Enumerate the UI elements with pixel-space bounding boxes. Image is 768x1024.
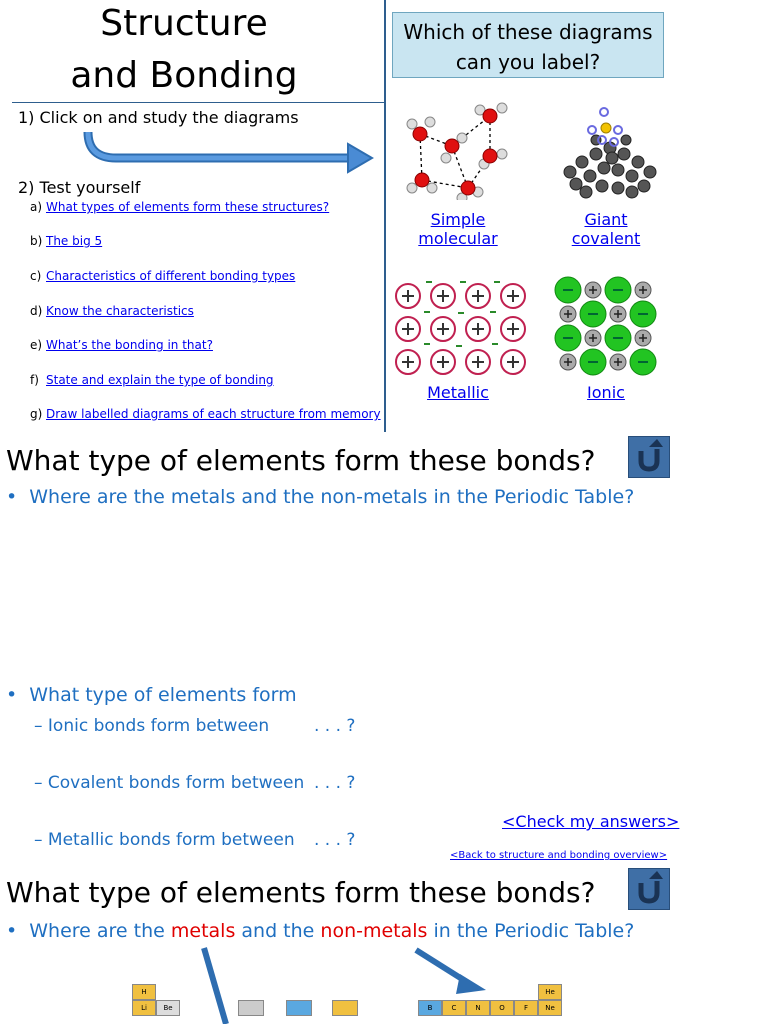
ionic-diagram[interactable] <box>554 276 658 376</box>
metallic-question-text: – Metallic bonds form between <box>34 830 295 850</box>
positive-ion-icon <box>466 350 490 374</box>
metallic-question <box>34 830 295 850</box>
question-d-label: d) <box>30 304 43 318</box>
positive-ion-icon <box>635 282 651 298</box>
question-e-link[interactable]: What’s the bonding in that? <box>46 338 213 352</box>
ionic-question <box>34 716 269 736</box>
slide2-bullet2: • What type of elements form <box>6 684 297 706</box>
pt-cell-o: O <box>490 1000 514 1016</box>
question-f[interactable] <box>30 373 274 387</box>
positive-ion-icon <box>431 350 455 374</box>
pt-cell-c: C <box>442 1000 466 1016</box>
positive-ion-icon <box>396 284 420 308</box>
giant-covalent-diagram[interactable] <box>556 104 662 200</box>
positive-ion-icon <box>501 350 525 374</box>
covalent-question-text: – Covalent bonds form between <box>34 773 305 793</box>
negative-ion-icon <box>630 349 656 375</box>
negative-ion-icon <box>605 325 631 351</box>
positive-ion-icon <box>431 284 455 308</box>
positive-ion-icon <box>585 330 601 346</box>
question-g[interactable] <box>30 407 381 421</box>
return-button[interactable] <box>628 436 670 478</box>
pt-cell-f: F <box>514 1000 538 1016</box>
pt-cell-he: He <box>538 984 562 1000</box>
slide2-bullet1: • Where are the metals and the non-metals in the Periodic Table? <box>6 486 635 508</box>
slide3-bullet-pre: Where are the <box>29 920 171 942</box>
question-a-link[interactable]: What types of elements form these structures? <box>46 200 330 214</box>
diagram-label-metallic[interactable]: Metallic <box>427 383 489 402</box>
pt-cell-li: Li <box>132 1000 156 1016</box>
check-answers-link[interactable]: <Check my answers> <box>502 812 680 831</box>
slide3-heading: What type of elements form these bonds? <box>6 876 596 909</box>
slide3-bullet: • Where are the metals and the non-metals in the Periodic Table? <box>6 920 635 942</box>
ionic-question-blank: . . . ? <box>314 716 356 736</box>
positive-ion-icon <box>585 282 601 298</box>
slide3-bullet-nonmetals: non-metals <box>320 920 428 942</box>
negative-ion-icon <box>580 349 606 375</box>
metallic-diagram[interactable] <box>394 280 528 380</box>
negative-ion-icon <box>605 277 631 303</box>
column-divider <box>384 0 386 432</box>
question-d[interactable] <box>30 304 194 318</box>
metallic-question-blank: . . . ? <box>314 830 356 850</box>
negative-ion-icon <box>580 301 606 327</box>
positive-ion-icon <box>501 284 525 308</box>
question-a[interactable] <box>30 200 329 214</box>
title-divider <box>12 102 384 103</box>
step-2-text: 2) Test yourself <box>18 178 141 197</box>
pt-cell-n: N <box>466 1000 490 1016</box>
question-e-label: e) <box>30 338 43 352</box>
question-a-label: a) <box>30 200 43 214</box>
periodic-table-fragment <box>130 984 570 1024</box>
question-box <box>392 12 664 78</box>
positive-ion-icon <box>635 330 651 346</box>
negative-ion-icon <box>555 277 581 303</box>
question-e[interactable] <box>30 338 213 352</box>
question-b[interactable] <box>30 234 102 248</box>
slide3-bullet-metals: metals <box>170 920 236 942</box>
pt-cell-be: Be <box>156 1000 180 1016</box>
positive-ion-icon <box>396 350 420 374</box>
slide3-bullet-post: in the Periodic Table? <box>427 920 635 942</box>
question-f-label: f) <box>30 373 39 387</box>
back-overview-link[interactable]: <Back to structure and bonding overview> <box>450 850 668 861</box>
slide2-bullet2-text: What type of elements form <box>29 684 297 706</box>
positive-ion-icon <box>610 354 626 370</box>
slide2-heading: What type of elements form these bonds? <box>6 444 596 477</box>
question-c[interactable] <box>30 269 295 283</box>
question-c-link[interactable]: Characteristics of different bonding types <box>46 269 296 283</box>
covalent-question-blank: . . . ? <box>314 773 356 793</box>
legend-swatch-blue <box>286 1000 312 1016</box>
pt-cell-b: B <box>418 1000 442 1016</box>
diagram-label-giant-covalent[interactable]: Giant covalent <box>571 210 641 248</box>
ionic-question-text: – Ionic bonds form between <box>34 716 270 736</box>
return-button-2[interactable] <box>628 868 670 910</box>
return-up-icon <box>629 437 669 477</box>
legend-swatch-grey <box>238 1000 264 1016</box>
negative-ion-icon <box>555 325 581 351</box>
question-f-link[interactable]: State and explain the type of bonding <box>46 373 274 387</box>
question-g-label: g) <box>30 407 43 421</box>
legend-swatch-yellow <box>332 1000 358 1016</box>
question-c-label: c) <box>30 269 42 283</box>
slide2-bullet1-text: Where are the metals and the non-metals in the Periodic Table? <box>29 486 635 508</box>
positive-ion-icon <box>431 317 455 341</box>
simple-molecular-diagram[interactable] <box>406 100 516 200</box>
slide-title-line2: and Bonding <box>70 55 298 96</box>
question-d-link[interactable]: Know the characteristics <box>46 304 194 318</box>
pt-cell-ne: Ne <box>538 1000 562 1016</box>
positive-ion-icon <box>501 317 525 341</box>
question-box-line2: can you label? <box>455 50 601 74</box>
positive-ion-icon <box>560 354 576 370</box>
question-b-link[interactable]: The big 5 <box>46 234 103 248</box>
positive-ion-icon <box>466 284 490 308</box>
positive-ion-icon <box>610 306 626 322</box>
slide3-bullet-mid: and the <box>235 920 321 942</box>
positive-ion-icon <box>396 317 420 341</box>
positive-ion-icon <box>560 306 576 322</box>
negative-ion-icon <box>630 301 656 327</box>
diagram-label-ionic[interactable]: Ionic <box>587 383 625 402</box>
return-up-icon <box>629 869 669 909</box>
question-box-line1: Which of these diagrams <box>403 20 653 44</box>
pt-cell-h: H <box>132 984 156 1000</box>
diagram-label-simple-molecular[interactable]: Simple molecular <box>418 210 498 248</box>
step-1-text: 1) Click on and study the diagrams <box>18 108 299 127</box>
question-g-link[interactable]: Draw labelled diagrams of each structure from memory <box>46 407 381 421</box>
covalent-question <box>34 773 304 793</box>
positive-ion-icon <box>466 317 490 341</box>
slide-title-line1: Structure <box>100 3 268 44</box>
question-b-label: b) <box>30 234 43 248</box>
